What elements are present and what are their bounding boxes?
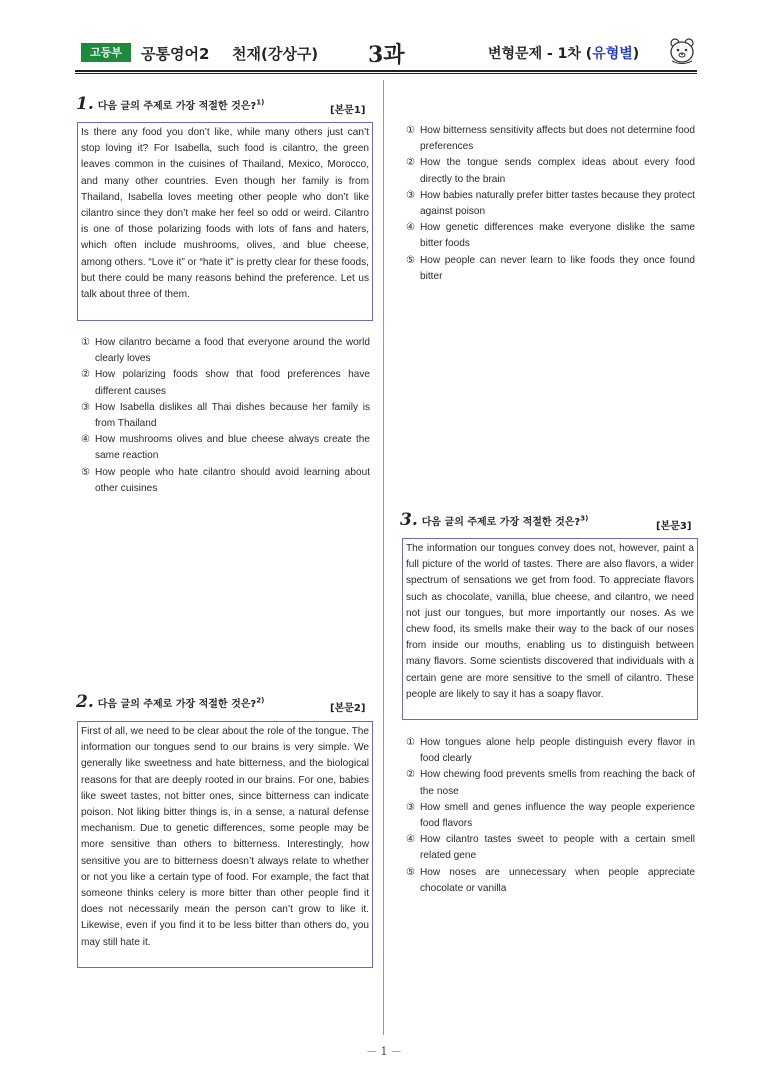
choice-item (81, 400, 370, 432)
choice-number: ④ (81, 434, 91, 446)
question-1-prompt: 다음 글의 주제로 가장 적절한 것은? (97, 101, 257, 112)
publisher-title: 천재(강상구) (232, 45, 319, 63)
question-3-number: 3. (400, 510, 418, 530)
choice-text: How cilantro became a food that everyone around the world clearly loves (95, 337, 370, 365)
exam-type-highlight: 유형별 (592, 46, 633, 62)
question-3-choices (406, 735, 695, 897)
exam-type-prefix: 변형문제 - 1차 ( (488, 46, 593, 62)
choice-item (406, 220, 695, 252)
exam-type-suffix: ) (632, 46, 640, 62)
choice-number: ① (81, 337, 91, 348)
question-2-footnote: 2) (256, 696, 265, 705)
choice-text: How genetic differences make everyone dislike the same bitter foods (420, 222, 695, 250)
page-header (0, 0, 768, 90)
choice-item (406, 735, 695, 767)
choice-text: How chewing food prevents smells from reaching the back of the nose (420, 769, 695, 797)
choice-number: ④ (406, 834, 416, 846)
choice-number: ③ (406, 801, 416, 813)
column-divider (383, 80, 384, 1035)
choice-text: How cilantro tastes sweet to people with a certain smell related gene (420, 834, 695, 862)
question-2-choices (406, 123, 695, 285)
choice-number: ① (406, 125, 416, 136)
choice-text: How babies naturally prefer bitter tastes because they protect against poison (420, 189, 695, 218)
header-rule-thin (75, 73, 697, 74)
question-3-source: [본문3] (656, 521, 692, 532)
choice-item (406, 123, 695, 155)
question-3-passage: The information our tongues convey does not, however, paint a full picture of the world of tastes. There are also flavors, a wider spectrum of sensations we get from food. To appreciate flavors such as chocolate, vanilla, blue cheese, and cilantro, we need not just our tongues, but more importantly our noses. As we chew food, its smells make their way to the back of our noses from inside our mouths, enabling us to distinguish between many flavors. Some scientists discovered that individuals with a certain gene are more sensitive to the smell of cilantro. These people are likely to say it has a soapy flavor. (402, 538, 698, 720)
choice-text: How bitterness sensitivity affects but does not determine food preferences (420, 125, 695, 153)
choice-number: ④ (406, 222, 416, 234)
question-1-footnote: 1) (256, 98, 265, 107)
choice-item (81, 465, 370, 497)
question-2-number: 2. (76, 692, 94, 712)
choice-text: How smell and genes influence the way people experience food flavors (420, 801, 695, 830)
page-number: － 1 － (366, 1045, 402, 1058)
choice-item (406, 253, 695, 285)
question-2-prompt: 다음 글의 주제로 가장 적절한 것은? (97, 699, 257, 710)
subject-title: 공통영어2 (141, 45, 210, 63)
lesson-title: 3과 (368, 42, 405, 68)
question-1-number: 1. (76, 94, 94, 114)
choice-item (406, 155, 695, 187)
choice-item (406, 188, 695, 220)
choice-number: ② (406, 769, 416, 781)
choice-text: How Isabella dislikes all Thai dishes because her family is from Thailand (95, 401, 370, 430)
question-2-title (76, 692, 264, 712)
question-1-source: [본문1] (330, 105, 366, 116)
choice-number: ③ (81, 401, 91, 413)
choice-item (406, 865, 695, 897)
choice-text: How people can never learn to like foods they once found bitter (420, 254, 695, 282)
choice-item (406, 832, 695, 864)
question-1-title (76, 94, 264, 114)
question-1-choices (81, 335, 370, 497)
question-1-passage: Is there any food you don’t like, while many others just can’t stop loving it? For Isabella, such food is cilantro, the green leaves common in the cuisines of Thailand, Mexico, Morocco, and many other countries. Even though her family is from Thailand, Isabella loves meeting other people who don’t like cilantro since they don’t make her feel so odd or weird. Cilantro is one of those polarizing foods with lots of fans and haters, which often include mushrooms, olives, and blue cheese, among others. “Love it” or “hate it” is pretty clear for these foods, but there could be many reasons behind the preference. Let us talk about three of them. (77, 122, 373, 321)
choice-number: ② (81, 369, 91, 381)
choice-text: How noses are unnecessary when people appreciate chocolate or vanilla (420, 866, 695, 894)
bear-mascot-icon (667, 35, 697, 65)
header-rule-thick (75, 70, 697, 72)
exam-type-title (488, 43, 639, 63)
choice-text: How tongues alone help people distinguish every flavor in food clearly (420, 737, 695, 765)
choice-text: How people who hate cilantro should avoid learning about other cuisines (95, 466, 370, 494)
choice-item (81, 335, 370, 367)
choice-item (406, 800, 695, 832)
question-2-passage: First of all, we need to be clear about the role of the tongue. The information our tongues send to our brains is very simple. We generally like sweetness and hate bitterness, and the biological reasons for that are deeply rooted in our brains. For one, babies like sweet tastes, not bitter ones, since bitterness can indicate poison. Not liking bitter things is, in a sense, a natural defense mechanism. Due to genetic differences, some people may be more sensitive than others to bitterness. Interestingly, how sensitive you are to bitterness doesn’t always relate to whether or not you like a certain type of food. For example, the fact that someone thinks celery is more bitter than other people find it does not necessarily mean the person can’t grow to like it. Likewise, even if you find it to be less bitter than others do, you may still hate it. (77, 721, 373, 968)
choice-item (81, 432, 370, 464)
choice-number: ⑤ (81, 466, 91, 478)
choice-text: How the tongue sends complex ideas about every food directly to the brain (420, 157, 695, 185)
choice-text: How mushrooms olives and blue cheese always create the same reaction (95, 434, 370, 462)
question-2-source: [본문2] (330, 703, 366, 714)
choice-text: How polarizing foods show that food preferences have different causes (95, 369, 370, 397)
choice-item (81, 367, 370, 399)
level-badge: 고등부 (81, 43, 131, 62)
choice-number: ③ (406, 189, 416, 201)
choice-number: ① (406, 737, 416, 748)
question-3-prompt: 다음 글의 주제로 가장 적절한 것은? (421, 517, 581, 528)
question-3-footnote: 3) (580, 514, 589, 523)
question-3-title (400, 510, 588, 530)
choice-number: ② (406, 157, 416, 169)
choice-number: ⑤ (406, 866, 416, 878)
choice-number: ⑤ (406, 254, 416, 266)
choice-item (406, 767, 695, 799)
